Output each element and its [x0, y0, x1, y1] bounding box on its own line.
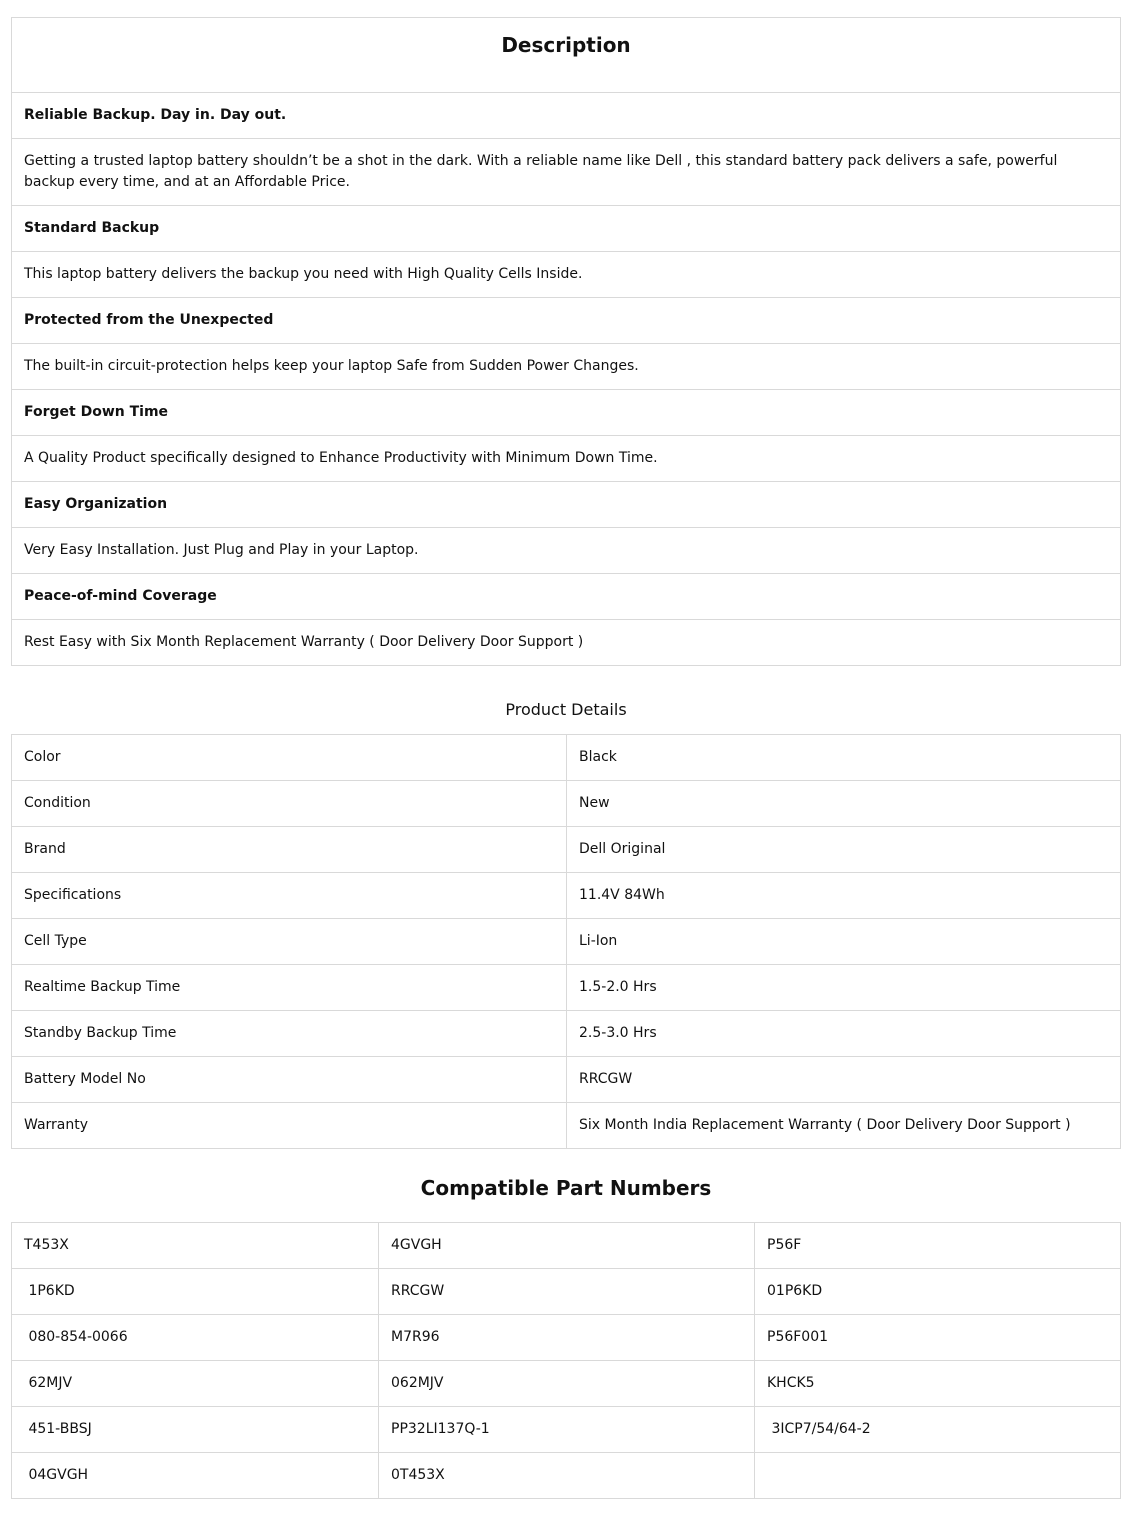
part-number: T453X	[12, 1223, 379, 1269]
product-detail-key: Brand	[12, 827, 567, 873]
part-row	[12, 1361, 1121, 1407]
product-detail-row	[12, 965, 1121, 1011]
part-number: M7R96	[379, 1315, 755, 1361]
part-number: 451-BBSJ	[12, 1407, 379, 1453]
description-text: This laptop battery delivers the backup you need with High Quality Cells Inside.	[12, 252, 1121, 298]
description-row	[12, 528, 1121, 574]
part-number: KHCK5	[755, 1361, 1121, 1407]
product-details-table	[11, 734, 1121, 1149]
part-number: 01P6KD	[755, 1269, 1121, 1315]
description-title-cell	[12, 18, 1121, 93]
part-number: RRCGW	[379, 1269, 755, 1315]
part-number: 04GVGH	[12, 1453, 379, 1499]
description-row	[12, 482, 1121, 528]
description-heading: Protected from the Unexpected	[12, 298, 1121, 344]
part-row	[12, 1223, 1121, 1269]
description-row	[12, 574, 1121, 620]
part-number: 4GVGH	[379, 1223, 755, 1269]
description-row	[12, 252, 1121, 298]
part-number-empty	[755, 1453, 1121, 1499]
description-row	[12, 344, 1121, 390]
description-row	[12, 206, 1121, 252]
part-number: PP32LI137Q-1	[379, 1407, 755, 1453]
product-detail-key: Standby Backup Time	[12, 1011, 567, 1057]
product-detail-value: 2.5-3.0 Hrs	[567, 1011, 1121, 1057]
product-detail-value: 11.4V 84Wh	[567, 873, 1121, 919]
product-detail-key: Specifications	[12, 873, 567, 919]
product-detail-row	[12, 873, 1121, 919]
product-detail-key: Warranty	[12, 1103, 567, 1149]
product-detail-key: Color	[12, 735, 567, 781]
part-row	[12, 1453, 1121, 1499]
product-detail-key: Cell Type	[12, 919, 567, 965]
product-detail-value: Six Month India Replacement Warranty ( Door Delivery Door Support )	[567, 1103, 1121, 1149]
description-row	[12, 298, 1121, 344]
part-row	[12, 1407, 1121, 1453]
description-text: Very Easy Installation. Just Plug and Play in your Laptop.	[12, 528, 1121, 574]
compatible-parts-title: Compatible Part Numbers	[420, 1176, 712, 1200]
page-content	[11, 17, 1121, 1499]
description-row	[12, 139, 1121, 206]
part-row	[12, 1269, 1121, 1315]
product-detail-row	[12, 735, 1121, 781]
product-detail-value: 1.5-2.0 Hrs	[567, 965, 1121, 1011]
description-text: The built-in circuit-protection helps keep your laptop Safe from Sudden Power Changes.	[12, 344, 1121, 390]
part-number: 0T453X	[379, 1453, 755, 1499]
description-text: Rest Easy with Six Month Replacement Warranty ( Door Delivery Door Support )	[12, 620, 1121, 666]
product-detail-value: New	[567, 781, 1121, 827]
description-row	[12, 436, 1121, 482]
description-row	[12, 93, 1121, 139]
part-number: 1P6KD	[12, 1269, 379, 1315]
part-number: 3ICP7/54/64-2	[755, 1407, 1121, 1453]
product-details-title: Product Details	[505, 700, 627, 719]
part-number: P56F	[755, 1223, 1121, 1269]
description-heading: Forget Down Time	[12, 390, 1121, 436]
product-detail-row	[12, 1011, 1121, 1057]
description-header-row	[12, 18, 1121, 93]
part-number: P56F001	[755, 1315, 1121, 1361]
product-detail-value: RRCGW	[567, 1057, 1121, 1103]
description-heading: Reliable Backup. Day in. Day out.	[12, 93, 1121, 139]
product-detail-key: Realtime Backup Time	[12, 965, 567, 1011]
product-detail-key: Battery Model No	[12, 1057, 567, 1103]
part-number: 080-854-0066	[12, 1315, 379, 1361]
part-number: 062MJV	[379, 1361, 755, 1407]
product-detail-row	[12, 1103, 1121, 1149]
product-detail-key: Condition	[12, 781, 567, 827]
product-detail-value: Dell Original	[567, 827, 1121, 873]
part-row	[12, 1315, 1121, 1361]
product-detail-row	[12, 919, 1121, 965]
description-heading: Standard Backup	[12, 206, 1121, 252]
description-table	[11, 17, 1121, 666]
product-detail-row	[12, 1057, 1121, 1103]
description-title: Description	[501, 32, 631, 57]
description-heading: Easy Organization	[12, 482, 1121, 528]
product-detail-value: Black	[567, 735, 1121, 781]
description-text: A Quality Product specifically designed to Enhance Productivity with Minimum Down Time.	[12, 436, 1121, 482]
product-detail-row	[12, 781, 1121, 827]
description-text: Getting a trusted laptop battery shouldn’t be a shot in the dark. With a reliable name like Dell , this standard battery pack delivers a safe, powerful backup every time, and at an Affordable Price.	[12, 139, 1121, 206]
product-detail-value: Li-Ion	[567, 919, 1121, 965]
description-heading: Peace-of-mind Coverage	[12, 574, 1121, 620]
compatible-parts-table	[11, 1222, 1121, 1499]
product-detail-row	[12, 827, 1121, 873]
description-row	[12, 620, 1121, 666]
description-row	[12, 390, 1121, 436]
part-number: 62MJV	[12, 1361, 379, 1407]
